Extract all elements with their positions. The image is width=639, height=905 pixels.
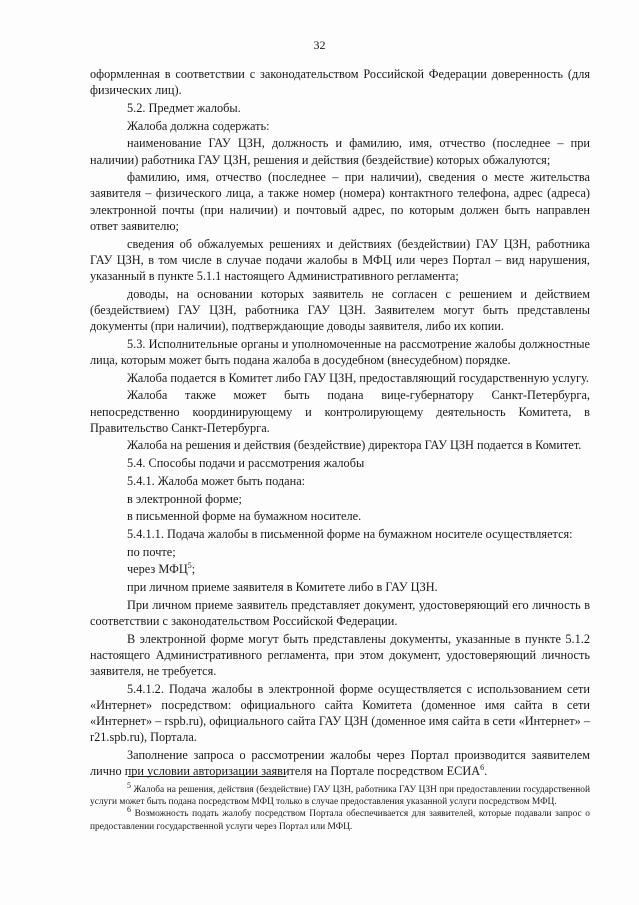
list-item: сведения об обжалуемых решениях и действиях (бездействии) ГАУ ЦЗН, работника ГАУ ЦЗН, в том числе в случае подачи жалобы в МФЦ или через Портал – вид нарушения, указанный в пункте 5.1.1 настоящего Административного регламента; [90, 236, 590, 283]
paragraph: Заполнение запроса о рассмотрении жалобы через Портал производится заявителем лично при условии авторизации заявителя на Портале посредством ЕСИА$^6$. [90, 748, 590, 779]
paragraph: Жалоба на решения и действия (бездействие) директора ГАУ ЦЗН подается в Комитет. [127, 438, 582, 453]
footnote-mark: 6 [127, 805, 131, 815]
footnote-ref: 5 [187, 561, 192, 571]
list-item: при личном приеме заявителя в Комитете либо в ГАУ ЦЗН. [127, 580, 438, 595]
list-item: через МФЦ$^5$; [127, 561, 196, 577]
list-item: в электронной форме; [127, 491, 242, 506]
paragraph: оформленная в соответствии с законодательством Российской Федерации доверенность (для физических лиц). [90, 67, 590, 98]
paragraph: 5.4.1.2. Подача жалобы в электронной форме осуществляется с использованием сети «Интернет» посредством: официального сайта Комитета (доменное имя сайта в сети «Интернет» – rspb.ru), официального сайта ГАУ ЦЗН (доменное имя сайта в сети «Интернет» – r21.spb.ru), Портала. [90, 681, 590, 745]
footnotes [90, 780, 591, 833]
paragraph: При личном приеме заявитель представляет документ, удостоверяющий его личность в соответствии с законодательством Российской Федерации. [90, 597, 590, 628]
footnote-mark: 5 [127, 780, 131, 790]
footnote-divider [128, 776, 286, 777]
section-heading: 5.2. Предмет жалобы. [127, 100, 241, 115]
paragraph: 5.4.1.1. Подача жалобы в письменной форме на бумажном носителе осуществляется: [127, 526, 573, 541]
section-heading: 5.3. Исполнительные органы и уполномоченные на рассмотрение жалобы должностные лица, которым может быть подана жалоба в досудебном (внесудебном) порядке. [90, 336, 590, 367]
section-heading: 5.4. Способы подачи и рассмотрения жалобы [127, 456, 365, 471]
list-item: доводы, на основании которых заявитель не согласен с решением и действием (бездействием) ГАУ ЦЗН, работника ГАУ ЦЗН. Заявителем могут быть представлены документы (при наличии), подтверждающие доводы заявителя, либо их копии. [90, 286, 590, 334]
footnote: $^6$ Возможность подать жалобу посредством Портала обеспечивается для заявителей, которые подавали запрос о предоставлении государственной услуги через Портал или МФЦ. [90, 805, 590, 832]
paragraph: Жалоба также может быть подана вице-губернатору Санкт-Петербурга, непосредственно координирующему и контролирующему деятельность Комитета, в Правительство Санкт-Петербурга. [90, 388, 590, 435]
list-item: наименование ГАУ ЦЗН, должность и фамилию, имя, отчество (последнее – при наличии) работника ГАУ ЦЗН, решения и действия (бездействие) которых обжалуются; [90, 136, 590, 167]
paragraph: Жалоба должна содержать: [127, 118, 270, 133]
paragraph: В электронной форме могут быть представлены документы, указанные в пункте 5.1.2 настоящего Административного регламента, при этом документ, удостоверяющий личность заявителя, не требуется. [90, 631, 590, 679]
footnote-ref: 6 [480, 763, 485, 773]
list-item: в письменной форме на бумажном носителе. [127, 509, 362, 524]
list-item: фамилию, имя, отчество (последнее – при наличии), сведения о месте жительства заявителя – физического лица, а также номер (номера) контактного телефона, адрес (адреса) электронной почты (при наличии) и почтовый адрес, по которым должен быть направлен ответ заявителю; [90, 170, 590, 233]
paragraph: Жалоба подается в Комитет либо ГАУ ЦЗН, предоставляющий государственную услугу. [127, 370, 590, 385]
list-item: по почте; [127, 544, 176, 559]
paragraph: 5.4.1. Жалоба может быть подана: [127, 473, 306, 488]
footnote: $^5$ Жалоба на решения, действия (бездействие) ГАУ ЦЗН, работника ГАУ ЦЗН при предоставлении государственной услуги может быть подана посредством МФЦ только в случае предоставления указанной услуги посредством МФЦ. [90, 780, 591, 808]
page-number: 32 [313, 38, 326, 52]
body-text [90, 66, 590, 781]
